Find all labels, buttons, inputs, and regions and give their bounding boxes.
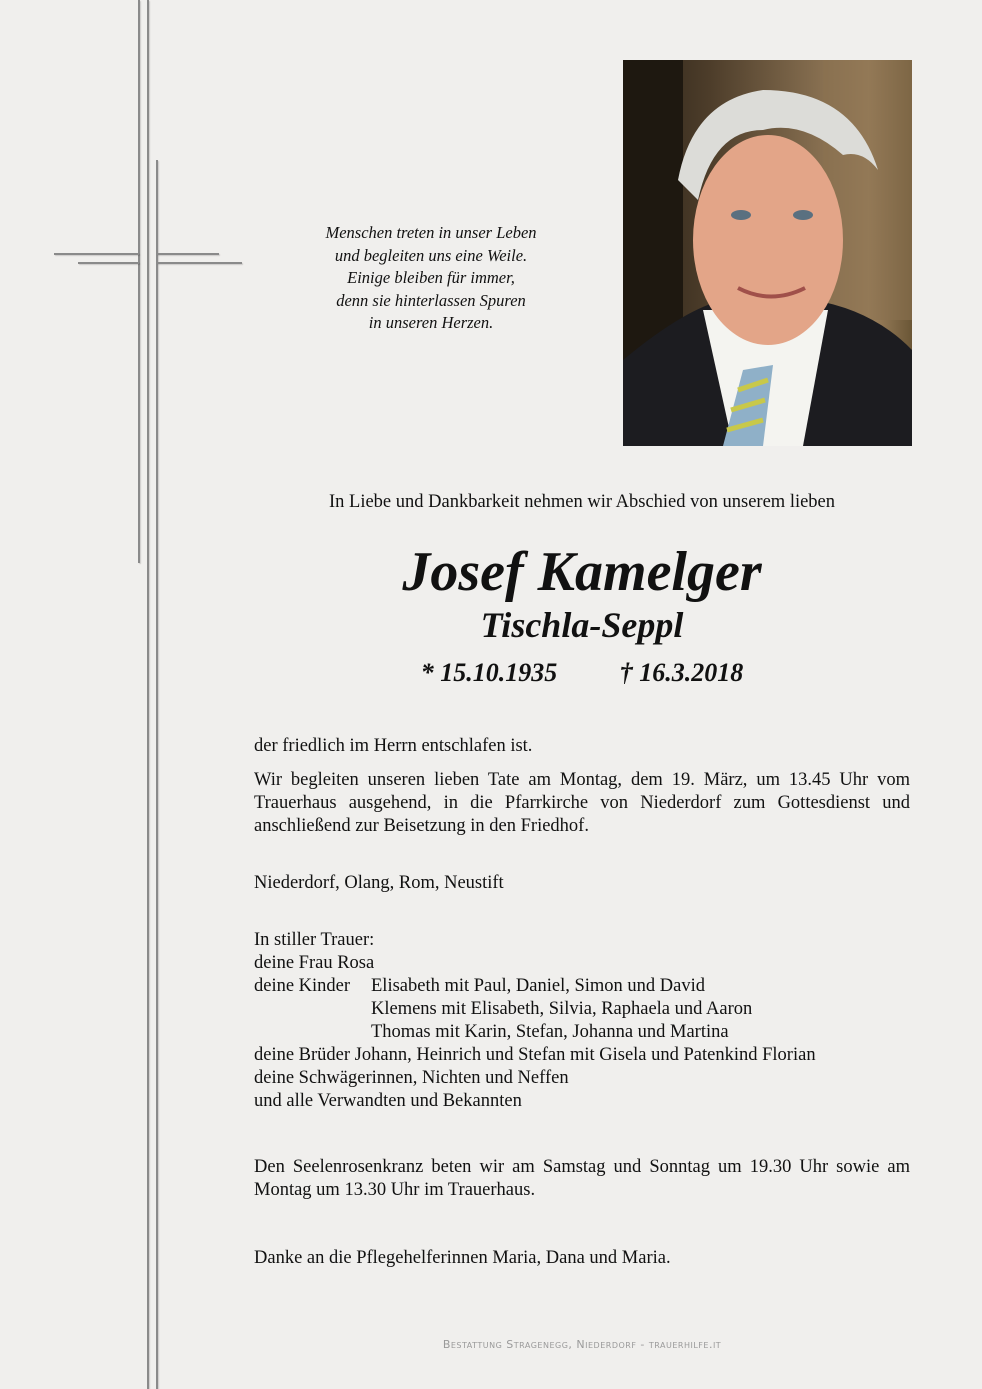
mourner-child: Elisabeth mit Paul, Daniel, Simon und David [371, 976, 705, 996]
mourner-relatives: und alle Verwandten und Bekannten [254, 1091, 522, 1111]
places: Niederdorf, Olang, Rom, Neustift [254, 873, 504, 893]
funeral-details: Wir begleiten unseren lieben Tate am Montag, dem 19. März, um 13.45 Uhr vom Trauerhaus ausgehend, in die Pfarrkirche von Niederdorf zum Gottesdienst und anschließend zur Beisetzung in den Friedhof. [254, 770, 910, 836]
cross-line [138, 0, 140, 563]
cross-line [156, 160, 158, 1389]
children-label: deine Kinder [254, 976, 351, 996]
deceased-name: Josef Kamelger [402, 541, 762, 603]
cross-line [78, 262, 139, 264]
mourner-child: Klemens mit Elisabeth, Silvia, Raphaela und Aaron [371, 999, 753, 1019]
death-date: † 16.3.2018 [619, 658, 744, 687]
mourner-brothers: deine Brüder Johann, Heinrich und Stefan mit Gisela und Patenkind Florian [254, 1045, 816, 1065]
cross-line [147, 0, 149, 1389]
cross-line [54, 253, 139, 255]
quote-line: denn sie hinterlassen Spuren [336, 290, 526, 310]
mourners-list [254, 929, 910, 1113]
rosary-info: Den Seelenrosenkranz beten wir am Samstag und Sonntag um 19.30 Uhr sowie am Montag um 13.30 Uhr im Trauerhaus. [254, 1157, 910, 1200]
quote-line: und begleiten uns eine Weile. [334, 245, 528, 265]
intro-text: In Liebe und Dankbarkeit nehmen wir Abschied von unserem lieben [328, 492, 836, 512]
memorial-quote [300, 222, 562, 335]
quote-line: Menschen treten in unser Leben [325, 223, 537, 242]
cross-line [157, 262, 242, 264]
quote-line: Einige bleiben für immer, [347, 268, 515, 287]
passing-text: der friedlich im Herrn entschlafen ist. [254, 736, 533, 756]
mourner-wife: deine Frau Rosa [254, 953, 375, 973]
deceased-nickname: Tischla-Seppl [480, 605, 684, 645]
mourners-heading: In stiller Trauer: [254, 930, 375, 950]
mourner-child: Thomas mit Karin, Stefan, Johanna und Martina [371, 1022, 729, 1042]
birth-date: * 15.10.1935 [420, 658, 558, 687]
footer-credit: Bestattung Stragenegg, Niederdorf - trauerhilfe.it [442, 1338, 722, 1351]
life-dates [254, 658, 910, 688]
mourner-inlaws: deine Schwägerinnen, Nichten und Neffen [254, 1068, 569, 1088]
portrait-photo [623, 60, 912, 446]
cross-line [157, 253, 219, 255]
quote-line: in unseren Herzen. [368, 313, 494, 332]
thanks-text: Danke an die Pflegehelferinnen Maria, Dana und Maria. [254, 1248, 671, 1268]
